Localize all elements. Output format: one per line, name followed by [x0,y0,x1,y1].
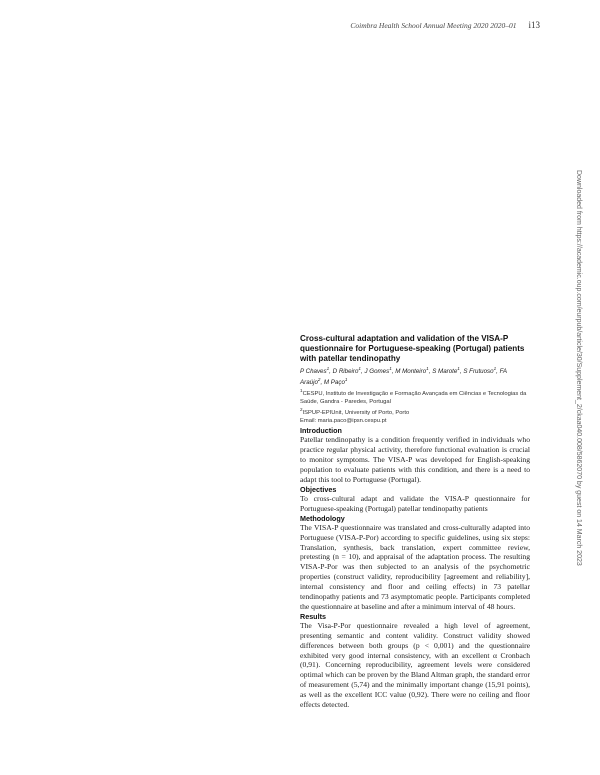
author-list: P Chaves$^1$, D Ribeiro$^1$, J Gomes$^1$, M Monteiro$^1$, S Marote$^1$, S Frutuoso$^1$, FA Araújo$^2$, M Paço$^1$ [300,366,507,387]
author-affiliation-mark: 1 [358,366,361,371]
author-name: M Monteiro [395,368,427,376]
section-heading-objectives: Objectives [300,484,337,494]
author-name: M Paço [323,379,345,387]
page-number: i13 [528,20,540,30]
author-name: S Marote [432,368,458,376]
author-affiliation-mark: 1 [326,366,330,371]
contact-email: Email: maria.paco@ipsn.cespu.pt [300,417,387,424]
section-heading-introduction: Introduction [300,426,342,436]
section-text-objectives: To cross-cultural adapt and validate the VISA-P questionnaire for Portuguese-speaking (Portugal) patellar tendinopathy patients [300,493,530,513]
author-name: P Chaves [300,368,327,376]
section-text-results: The Visa-P-Por questionnaire revealed a high level of agreement, presenting semantic and content validity. Construct validity showed differences between both groups (p < 0,001) and the questionnaire exhibited very good internal consistency, with an excellent α Cronbach (0,91). Concerning reproducibility, agreement levels were considered optimal which can be proven by the Bland Altman graph, the standard error of measurement (5,74) and the minimally important change (15,91 points), as well as the excellent ICC value (0,92). There were no ceiling and floor effects detected. [300,620,530,710]
article-title: Cross-cultural adaptation and validation of the VISA-P questionnaire for Portuguese-speaking (Portugal) patients with patellar tendinopathy [300,334,525,363]
affiliation-1: $^1$CESPU, Instituto de Investigação e Formação Avançada em Ciências e Tecnologias da Saúde, Gandra - Paredes, Portugal [300,388,527,405]
author-name: J Gomes [364,368,390,376]
author-affiliation-mark: 1 [457,366,460,371]
section-text-methodology: The VISA-P questionnaire was translated and cross-culturally adapted into Portuguese (VISA-P-Por) according to specific guidelines, using six steps: Translation, synthesis, back translation, expert committee review, pretesting (n = 10), and appraisal of the adaptation process. The resulting VISA-P-Por was then subjected to an analysis of the psychometric properties (construct validity, reproducibility [agreement and reliability], internal consistency and floor and ceiling effects) in 73 patellar tendinopathy patients and 73 asymptomatic people. Participants completed the questionnaire at baseline and after a minimum interval of 48 hours. [300,522,530,611]
author-affiliation-mark: 1 [344,377,348,383]
author-affiliation-mark: 1 [389,366,392,371]
section-text-introduction: Patellar tendinopathy is a condition frequently verified in individuals who practice regular physical activity, therefore functional evaluation is crucial to monitor symptoms. The VISA-P was developed for English-speaking population to evaluate patients with this condition, and there is a need to adapt this tool to Portuguese (Portugal). [300,435,530,484]
author-affiliation-mark: 1 [493,366,497,371]
affiliation-2: $^2$ISPUP-EPIUnit, University of Porto, Porto [300,407,410,417]
author-affiliation-mark: 2 [317,377,321,383]
author-name: S Frutuoso [463,368,494,376]
download-stamp: Downloaded from https://academic.oup.com/eurpub/article/30/Supplement_2/ckaa040.008/5862070 by guest on 14 March 2023 [575,170,582,566]
author-name: FA Araújo [300,368,507,387]
author-affiliation-mark: 1 [426,366,429,371]
section-heading-methodology: Methodology [300,513,345,523]
section-heading-results: Results [300,611,326,621]
running-head-text: Coimbra Health School Annual Meeting 2020 2020–01 [350,21,517,30]
running-head [300,20,540,30]
abstract-article [300,334,530,710]
author-name: D Ribeiro [332,368,359,376]
